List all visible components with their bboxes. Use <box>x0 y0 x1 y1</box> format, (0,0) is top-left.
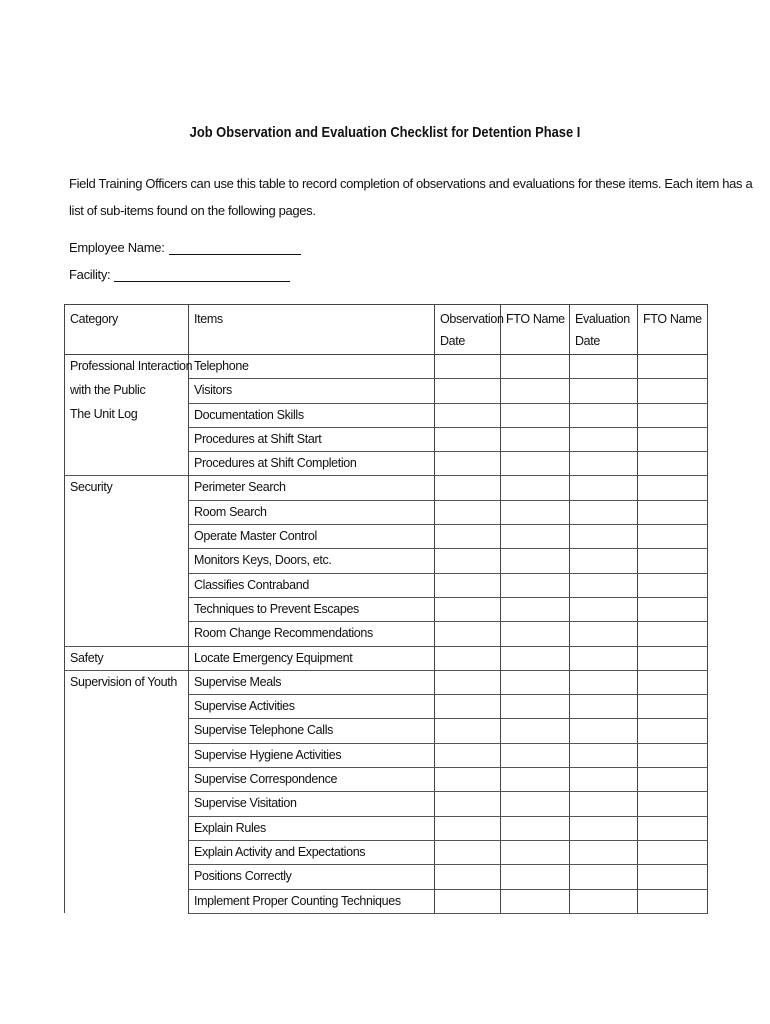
item-cell: Supervise Meals <box>189 670 435 694</box>
fto-name-cell-2[interactable] <box>638 792 708 816</box>
evaluation-date-cell[interactable] <box>570 403 638 427</box>
fto-name-cell-2[interactable] <box>638 816 708 840</box>
observation-date-cell[interactable] <box>435 379 501 403</box>
observation-date-cell[interactable] <box>435 889 501 913</box>
fto-name-cell-2[interactable] <box>638 670 708 694</box>
category-cell <box>65 573 189 597</box>
fto-name-cell[interactable] <box>501 500 570 524</box>
observation-date-cell[interactable] <box>435 452 501 476</box>
category-cell <box>65 816 189 840</box>
table-row <box>65 865 708 889</box>
fto-name-cell[interactable] <box>501 452 570 476</box>
fto-name-cell-2[interactable] <box>638 549 708 573</box>
category-cell <box>65 889 189 913</box>
table-row <box>65 646 708 670</box>
item-cell: Explain Activity and Expectations <box>189 840 435 864</box>
fto-name-cell[interactable] <box>501 816 570 840</box>
category-cell <box>65 427 189 451</box>
table-row <box>65 792 708 816</box>
fto-name-cell-2[interactable] <box>638 355 708 379</box>
item-cell: Operate Master Control <box>189 525 435 549</box>
fto-name-cell[interactable] <box>501 719 570 743</box>
table-row <box>65 427 708 451</box>
category-cell: with the Public <box>65 379 189 403</box>
table-row <box>65 549 708 573</box>
table-row <box>65 525 708 549</box>
table-row <box>65 816 708 840</box>
evaluation-date-cell[interactable] <box>570 355 638 379</box>
fto-name-cell-2[interactable] <box>638 889 708 913</box>
fto-name-cell-2[interactable] <box>638 719 708 743</box>
fto-name-cell[interactable] <box>501 355 570 379</box>
observation-date-cell[interactable] <box>435 646 501 670</box>
table-row <box>65 476 708 500</box>
evaluation-date-cell[interactable] <box>570 768 638 792</box>
evaluation-date-cell[interactable] <box>570 573 638 597</box>
evaluation-date-cell[interactable] <box>570 743 638 767</box>
fto-name-cell[interactable] <box>501 743 570 767</box>
fto-name-cell[interactable] <box>501 549 570 573</box>
category-cell <box>65 768 189 792</box>
evaluation-date-cell[interactable] <box>570 670 638 694</box>
table-row <box>65 403 708 427</box>
item-cell: Supervise Visitation <box>189 792 435 816</box>
item-cell: Locate Emergency Equipment <box>189 646 435 670</box>
item-cell: Perimeter Search <box>189 476 435 500</box>
table-row <box>65 452 708 476</box>
header-fto-name-1: FTO Name <box>501 305 570 355</box>
facility-label: Facility: <box>69 267 111 282</box>
employee-name-line[interactable] <box>169 240 301 255</box>
fto-name-cell-2[interactable] <box>638 500 708 524</box>
facility-line[interactable] <box>114 267 290 282</box>
fto-name-cell[interactable] <box>501 865 570 889</box>
observation-date-cell[interactable] <box>435 768 501 792</box>
fto-name-cell[interactable] <box>501 889 570 913</box>
evaluation-date-cell[interactable] <box>570 865 638 889</box>
observation-date-cell[interactable] <box>435 670 501 694</box>
category-cell: Supervision of Youth <box>65 670 189 694</box>
employee-name-field <box>69 240 301 255</box>
fto-name-cell[interactable] <box>501 646 570 670</box>
fto-name-cell[interactable] <box>501 622 570 646</box>
checklist-table <box>64 304 708 914</box>
evaluation-date-cell[interactable] <box>570 889 638 913</box>
table-row <box>65 670 708 694</box>
fto-name-cell[interactable] <box>501 573 570 597</box>
table-row <box>65 355 708 379</box>
item-cell: Supervise Telephone Calls <box>189 719 435 743</box>
fto-name-cell-2[interactable] <box>638 573 708 597</box>
item-cell: Implement Proper Counting Techniques <box>189 889 435 913</box>
table-row <box>65 379 708 403</box>
item-cell: Documentation Skills <box>189 403 435 427</box>
page-title: Job Observation and Evaluation Checklist for Detention Phase I <box>189 124 581 141</box>
observation-date-cell[interactable] <box>435 355 501 379</box>
fto-name-cell-2[interactable] <box>638 840 708 864</box>
evaluation-date-cell[interactable] <box>570 427 638 451</box>
observation-date-cell[interactable] <box>435 573 501 597</box>
fto-name-cell[interactable] <box>501 427 570 451</box>
category-cell <box>65 719 189 743</box>
observation-date-cell[interactable] <box>435 549 501 573</box>
observation-date-cell[interactable] <box>435 865 501 889</box>
item-cell: Procedures at Shift Start <box>189 427 435 451</box>
evaluation-date-cell[interactable] <box>570 452 638 476</box>
header-category: Category <box>65 305 189 355</box>
category-cell <box>65 500 189 524</box>
fto-name-cell-2[interactable] <box>638 695 708 719</box>
fto-name-cell[interactable] <box>501 403 570 427</box>
table-header-row <box>65 305 708 355</box>
category-cell <box>65 865 189 889</box>
evaluation-date-cell[interactable] <box>570 646 638 670</box>
fto-name-cell-2[interactable] <box>638 646 708 670</box>
table-row <box>65 622 708 646</box>
observation-date-cell[interactable] <box>435 792 501 816</box>
fto-name-cell[interactable] <box>501 695 570 719</box>
table-row <box>65 500 708 524</box>
table-row <box>65 573 708 597</box>
fto-name-cell[interactable] <box>501 768 570 792</box>
category-cell <box>65 695 189 719</box>
evaluation-date-cell[interactable] <box>570 816 638 840</box>
observation-date-cell[interactable] <box>435 476 501 500</box>
item-cell: Procedures at Shift Completion <box>189 452 435 476</box>
category-cell: Professional Interaction <box>65 355 189 379</box>
category-cell <box>65 792 189 816</box>
category-cell <box>65 452 189 476</box>
item-cell: Visitors <box>189 379 435 403</box>
header-fto-name-2: FTO Name <box>638 305 708 355</box>
category-cell <box>65 597 189 621</box>
evaluation-date-cell[interactable] <box>570 525 638 549</box>
observation-date-cell[interactable] <box>435 597 501 621</box>
fto-name-cell-2[interactable] <box>638 379 708 403</box>
fto-name-cell-2[interactable] <box>638 427 708 451</box>
fto-name-cell-2[interactable] <box>638 525 708 549</box>
fto-name-cell-2[interactable] <box>638 452 708 476</box>
fto-name-cell[interactable] <box>501 670 570 694</box>
item-cell: Supervise Hygiene Activities <box>189 743 435 767</box>
evaluation-date-cell[interactable] <box>570 379 638 403</box>
header-items: Items <box>189 305 435 355</box>
observation-date-cell[interactable] <box>435 622 501 646</box>
observation-date-cell[interactable] <box>435 719 501 743</box>
table-row <box>65 743 708 767</box>
evaluation-date-cell[interactable] <box>570 500 638 524</box>
fto-name-cell[interactable] <box>501 379 570 403</box>
fto-name-cell-2[interactable] <box>638 865 708 889</box>
observation-date-cell[interactable] <box>435 500 501 524</box>
category-cell: Safety <box>65 646 189 670</box>
item-cell: Room Change Recommendations <box>189 622 435 646</box>
item-cell: Positions Correctly <box>189 865 435 889</box>
category-cell: Security <box>65 476 189 500</box>
category-cell <box>65 743 189 767</box>
header-observation-date: Observation Date <box>435 305 501 355</box>
header-evaluation-date: Evaluation Date <box>570 305 638 355</box>
category-cell: The Unit Log <box>65 403 189 427</box>
fto-name-cell-2[interactable] <box>638 768 708 792</box>
table-row <box>65 840 708 864</box>
fto-name-cell-2[interactable] <box>638 476 708 500</box>
fto-name-cell-2[interactable] <box>638 622 708 646</box>
item-cell: Explain Rules <box>189 816 435 840</box>
fto-name-cell[interactable] <box>501 597 570 621</box>
item-cell: Supervise Activities <box>189 695 435 719</box>
item-cell: Monitors Keys, Doors, etc. <box>189 549 435 573</box>
fto-name-cell-2[interactable] <box>638 403 708 427</box>
table-row <box>65 768 708 792</box>
facility-field <box>69 267 290 282</box>
fto-name-cell-2[interactable] <box>638 597 708 621</box>
observation-date-cell[interactable] <box>435 840 501 864</box>
intro-text: Field Training Officers can use this table to record completion of observations and evaluations for these items. Each item has a list of sub-items found on the following pages. <box>69 176 753 218</box>
evaluation-date-cell[interactable] <box>570 695 638 719</box>
evaluation-date-cell[interactable] <box>570 792 638 816</box>
observation-date-cell[interactable] <box>435 743 501 767</box>
fto-name-cell[interactable] <box>501 792 570 816</box>
fto-name-cell[interactable] <box>501 840 570 864</box>
table-row <box>65 695 708 719</box>
category-cell <box>65 622 189 646</box>
table-row <box>65 889 708 913</box>
evaluation-date-cell[interactable] <box>570 719 638 743</box>
evaluation-date-cell[interactable] <box>570 476 638 500</box>
table-row <box>65 597 708 621</box>
evaluation-date-cell[interactable] <box>570 840 638 864</box>
observation-date-cell[interactable] <box>435 403 501 427</box>
fto-name-cell-2[interactable] <box>638 743 708 767</box>
fto-name-cell[interactable] <box>501 525 570 549</box>
item-cell: Techniques to Prevent Escapes <box>189 597 435 621</box>
item-cell: Room Search <box>189 500 435 524</box>
observation-date-cell[interactable] <box>435 427 501 451</box>
observation-date-cell[interactable] <box>435 695 501 719</box>
item-cell: Classifies Contraband <box>189 573 435 597</box>
item-cell: Telephone <box>189 355 435 379</box>
evaluation-date-cell[interactable] <box>570 622 638 646</box>
evaluation-date-cell[interactable] <box>570 597 638 621</box>
observation-date-cell[interactable] <box>435 816 501 840</box>
observation-date-cell[interactable] <box>435 525 501 549</box>
evaluation-date-cell[interactable] <box>570 549 638 573</box>
employee-name-label: Employee Name: <box>69 240 165 255</box>
item-cell: Supervise Correspondence <box>189 768 435 792</box>
table-row <box>65 719 708 743</box>
fto-name-cell[interactable] <box>501 476 570 500</box>
category-cell <box>65 525 189 549</box>
category-cell <box>65 549 189 573</box>
category-cell <box>65 840 189 864</box>
